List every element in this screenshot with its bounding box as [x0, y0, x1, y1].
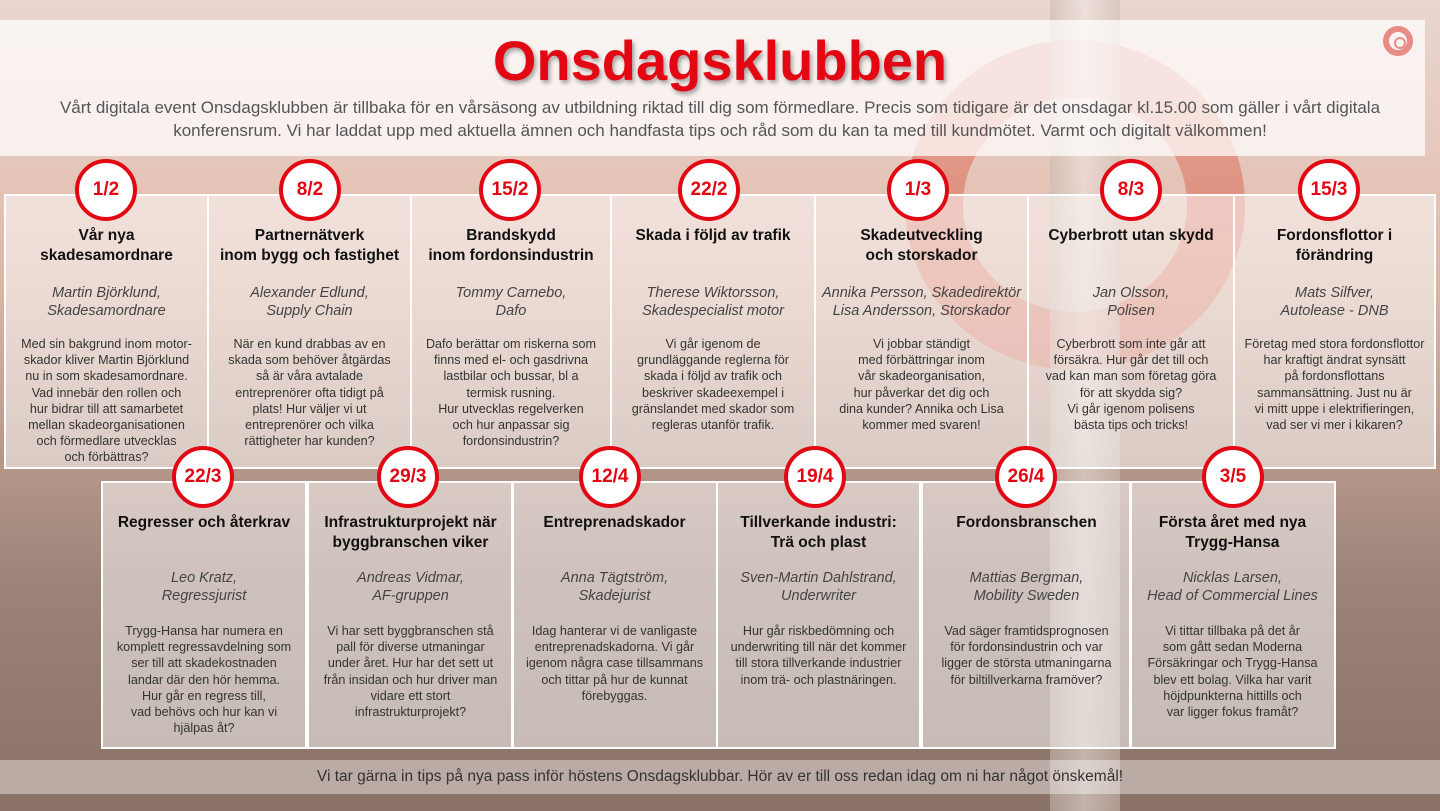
- session-speaker: Nicklas Larsen, Head of Commercial Lines: [1147, 570, 1318, 604]
- intro-text: Vårt digitala event Onsdagsklubben är tillbaka för en vårsäsong av utbildning riktad till dig som förmedlare. Precis som tidigare är det onsdagar kl.15.00 som gäller i vårt digitala konferensrum. Vi har laddat upp med aktuella ämnen och handfasta tips och råd som du kan ta med till kundmötet. Varmt och digitalt välkommen!: [59, 98, 1381, 140]
- session-description: Vi går igenom de grundläggande reglerna för skada i följd av trafik och beskriver skadeexempel i gränslandet med skador som regleras utanför trafik.: [631, 337, 795, 433]
- date-badge: 1/2: [75, 159, 137, 221]
- session-description: Vi har sett byggbranschen stå pall för diverse utmaningar under året. Hur har det sett ut från insidan och hur driver man vidare ett stort infrastrukturprojekt?: [323, 624, 498, 720]
- date-badge: 8/2: [279, 159, 341, 221]
- session-card-2: [207, 194, 412, 469]
- session-description: Företag med stora fordonsflottor har kraftigt ändrat synsätt på fordonsflottans sammansättning. Just nu är vi mitt uppe i elektrifieringen, vad ser vi mer i kikaren?: [1244, 337, 1425, 433]
- session-title: Vår nya skadesamordnare: [40, 227, 173, 264]
- session-card-13: [1129, 481, 1336, 749]
- session-speaker: Alexander Edlund, Supply Chain: [250, 285, 369, 319]
- session-speaker: Tommy Carnebo, Dafo: [455, 285, 567, 319]
- session-description: Vad säger framtidsprognosen för fordonsindustrin och var ligger de största utmaningarna för biltillverkarna framöver?: [941, 624, 1112, 687]
- session-speaker: Mats Silfver, Autolease - DNB: [1280, 285, 1389, 319]
- session-description: Idag hanterar vi de vanligaste entreprenadskadorna. Vi går igenom några case tillsammans och tittar på hur de kunnat förebyggas.: [525, 624, 704, 703]
- session-description: Hur går riskbedömning och underwriting till när det kommer till stora tillverkande industrier inom trä- och plastnäringen.: [730, 624, 907, 687]
- session-card-6: [1027, 194, 1235, 469]
- session-speaker: Andreas Vidmar, AF-gruppen: [357, 570, 464, 604]
- lifebuoy-logo-icon: [1383, 26, 1413, 56]
- session-title: Fordonsflottor i förändring: [1276, 227, 1393, 264]
- session-card-3: [410, 194, 612, 469]
- session-title: Första året med nya Trygg-Hansa: [1158, 514, 1307, 551]
- session-title: Skada i följd av trafik: [635, 227, 791, 244]
- date-badge: 3/5: [1202, 446, 1264, 508]
- session-title: Skadeutveckling och storskador: [860, 227, 983, 264]
- session-speaker: Mattias Bergman, Mobility Sweden: [969, 570, 1084, 604]
- session-title: Fordonsbranschen: [956, 514, 1097, 531]
- session-card-12: [921, 481, 1132, 749]
- session-description: Dafo berättar om riskerna som finns med el- och gasdrivna lastbilar och bussar, bl a termisk rusning. Hur utvecklas regelverken och hur anpassar sig fordonsindustrin?: [425, 337, 597, 449]
- session-title: Partnernätverk inom bygg och fastighet: [219, 227, 400, 264]
- session-description: Cyberbrott som inte går att försäkra. Hur går det till och vad kan man som företag göra för att skydda sig? Vi går igenom polisens bästa tips och tricks!: [1045, 337, 1217, 433]
- session-description: När en kund drabbas av en skada som behöver åtgärdas så är våra avtalade entreprenörer ofta tidigt på plats! Hur väljer vi ut entreprenörer och vilka rättigheter har kunden?: [228, 337, 391, 449]
- session-speaker: Annika Persson, Skadedirektör Lisa Andersson, Storskador: [821, 285, 1022, 319]
- session-title: Infrastrukturprojekt när byggbranschen viker: [324, 514, 497, 551]
- page-title: Onsdagsklubben: [492, 29, 948, 92]
- session-speaker: Therese Wiktorsson, Skadespecialist motor: [642, 285, 784, 319]
- date-badge: 1/3: [887, 159, 949, 221]
- session-description: Trygg-Hansa har numera en komplett regressavdelning som ser till att skadekostnaden landar där den hör hemma. Hur går en regress till, vad behövs och hur kan vi hjälpas åt?: [116, 624, 292, 736]
- date-badge: 19/4: [784, 446, 846, 508]
- session-description: Vi jobbar ständigt med förbättringar inom vår skadeorganisation, hur påverkar det dig och dina kunder? Annika och Lisa kommer med svaren!: [839, 337, 1004, 433]
- session-card-11: [716, 481, 921, 749]
- session-speaker: Jan Olsson, Polisen: [1092, 285, 1170, 319]
- date-badge: 29/3: [377, 446, 439, 508]
- session-title: Tillverkande industri: Trä och plast: [740, 514, 897, 551]
- session-card-9: [307, 481, 514, 749]
- session-title: Brandskydd inom fordonsindustrin: [428, 227, 594, 264]
- session-speaker: Martin Björklund, Skadesamordnare: [47, 285, 166, 319]
- session-description: Med sin bakgrund inom motor- skador kliver Martin Björklund nu in som skadesamordnare. Vad innebär den rollen och hur bidrar till att samarbetet mellan skadeorganisationen och förmedlare utvecklas och förbättras?: [21, 337, 192, 465]
- date-badge: 22/2: [678, 159, 740, 221]
- date-badge: 8/3: [1100, 159, 1162, 221]
- session-card-5: [814, 194, 1029, 469]
- session-card-8: [101, 481, 307, 749]
- session-card-10: [511, 481, 718, 749]
- session-speaker: Sven-Martin Dahlstrand, Underwriter: [740, 570, 897, 604]
- session-description: Vi tittar tillbaka på det år som gått sedan Moderna Försäkringar och Trygg-Hansa blev ett bolag. Vilka har varit höjdpunkterna hittills och var ligger fokus framåt?: [1147, 624, 1318, 720]
- date-badge: 12/4: [579, 446, 641, 508]
- session-card-4: [610, 194, 816, 469]
- date-badge: 15/3: [1298, 159, 1360, 221]
- date-badge: 22/3: [172, 446, 234, 508]
- session-speaker: Leo Kratz, Regressjurist: [161, 570, 247, 604]
- session-title: Entreprenadskador: [543, 514, 686, 531]
- date-badge: 15/2: [479, 159, 541, 221]
- session-title: Regresser och återkrav: [117, 514, 291, 531]
- footer-text: Vi tar gärna in tips på nya pass inför höstens Onsdagsklubbar. Hör av er till oss redan idag om ni har något önskemål!: [0, 760, 1440, 794]
- session-speaker: Anna Tägtström, Skadejurist: [560, 570, 669, 604]
- date-badge: 26/4: [995, 446, 1057, 508]
- session-card-1: [4, 194, 209, 469]
- session-title: Cyberbrott utan skydd: [1048, 227, 1214, 244]
- session-card-7: [1233, 194, 1436, 469]
